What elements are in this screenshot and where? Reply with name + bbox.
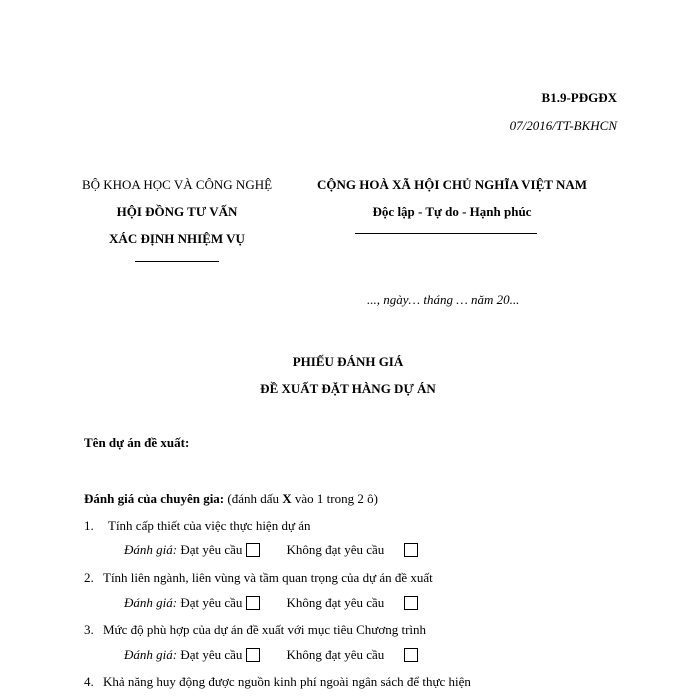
council-name-line2: XÁC ĐỊNH NHIỆM VỤ: [109, 231, 245, 246]
pass-label: Đạt yêu cầu: [180, 595, 243, 610]
council-name-line1: HỘI ĐỒNG TƯ VẤN: [116, 204, 238, 219]
country-name: CỘNG HOÀ XÃ HỘI CHỦ NGHĨA VIỆT NAM: [316, 177, 588, 192]
rating-label: Đánh giá:: [124, 595, 178, 610]
national-motto: Độc lập - Tự do - Hạnh phúc: [372, 204, 532, 219]
fail-checkbox[interactable]: [404, 543, 418, 557]
evaluation-note-open: (đánh dấu: [224, 491, 283, 506]
form-title-line2: ĐỀ XUẤT ĐẶT HÀNG DỰ ÁN: [260, 381, 436, 396]
evaluation-label: Đánh giá của chuyên gia:: [84, 491, 225, 506]
rating-label: Đánh giá:: [124, 542, 178, 557]
fail-label: Không đạt yêu cầu: [286, 542, 385, 557]
form-code: B1.9-PĐGĐX: [541, 90, 617, 105]
evaluation-note-close: vào 1 trong 2 ô): [291, 491, 378, 506]
pass-label: Đạt yêu cầu: [180, 542, 243, 557]
pass-checkbox[interactable]: [246, 543, 260, 557]
pass-checkbox[interactable]: [246, 648, 260, 662]
fail-checkbox[interactable]: [404, 648, 418, 662]
criterion-4: [84, 674, 471, 690]
criterion-number: 4.: [84, 674, 94, 689]
rating-label: Đánh giá:: [124, 647, 178, 662]
rating-row-3: [124, 647, 418, 663]
fail-label: Không đạt yêu cầu: [286, 647, 385, 662]
fail-label: Không đạt yêu cầu: [286, 595, 385, 610]
form-title-line1: PHIẾU ĐÁNH GIÁ: [292, 354, 404, 369]
project-name-label: Tên dự án đề xuất:: [84, 435, 190, 450]
criterion-3: [84, 622, 426, 638]
criterion-text: Mức độ phù hợp của dự án đề xuất với mục tiêu Chương trình: [103, 622, 427, 637]
criterion-1: [84, 518, 311, 534]
rating-row-1: [124, 542, 418, 558]
fail-checkbox[interactable]: [404, 596, 418, 610]
criterion-text: Tính cấp thiết của việc thực hiện dự án: [108, 518, 311, 533]
evaluation-note-x: X: [282, 491, 292, 506]
criterion-number: 3.: [84, 622, 94, 637]
rating-row-2: [124, 595, 418, 611]
pass-checkbox[interactable]: [246, 596, 260, 610]
left-underline: [135, 261, 219, 262]
criterion-text: Tính liên ngành, liên vùng và tầm quan trọng của dự án đề xuất: [103, 570, 433, 585]
criterion-number: 1.: [84, 518, 94, 533]
date-line: ..., ngày… tháng … năm 20...: [367, 292, 520, 307]
pass-label: Đạt yêu cầu: [180, 647, 243, 662]
criterion-text: Khả năng huy động được nguồn kinh phí ngoài ngân sách để thực hiện: [103, 674, 471, 689]
ministry-name: BỘ KHOA HỌC VÀ CÔNG NGHỆ: [81, 177, 273, 192]
circular-number: 07/2016/TT-BKHCN: [509, 118, 617, 133]
criterion-2: [84, 570, 433, 586]
right-underline: [355, 233, 537, 234]
evaluation-heading: [84, 491, 378, 507]
criterion-number: 2.: [84, 570, 94, 585]
